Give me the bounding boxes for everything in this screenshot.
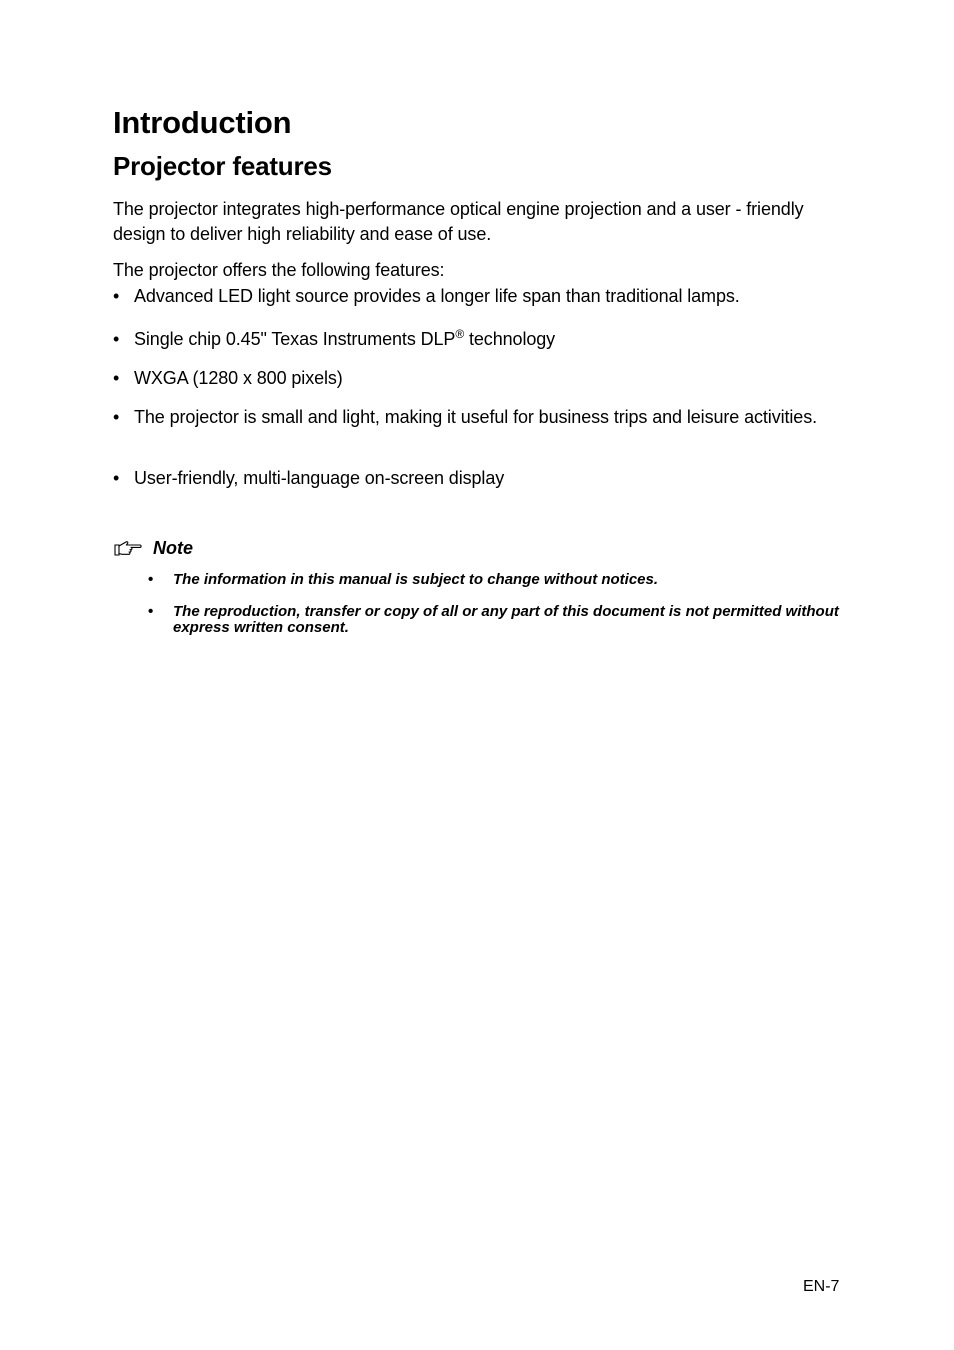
list-item (113, 367, 853, 389)
list-item-text-part: Single chip 0.45" Texas Instruments DLP (134, 329, 456, 349)
list-item (113, 328, 853, 350)
note-header (113, 536, 313, 560)
note-item (148, 572, 848, 588)
list-item-text-part: technology (464, 329, 556, 349)
page-title: Introduction (113, 105, 292, 140)
list-item-text: User-friendly, multi-language on-screen display (134, 468, 505, 488)
bullet-marker: • (113, 329, 120, 349)
bullet-marker: • (113, 407, 120, 427)
list-item (113, 406, 853, 428)
list-item-text: The projector is small and light, making it useful for business trips and leisure activities. (134, 407, 818, 427)
note-item-text: The reproduction, transfer or copy of all or any part of this document is not permitted without express written consent. (173, 603, 839, 636)
bullet-marker: • (148, 571, 154, 588)
intro-paragraph: The projector integrates high-performance optical engine projection and a user - friendly design to deliver high reliability and ease of use. (113, 199, 804, 244)
bullet-marker: • (113, 368, 120, 388)
pointing-hand-icon (113, 539, 143, 557)
bullet-marker: • (148, 603, 154, 620)
list-item-text (134, 328, 853, 350)
list-item (113, 285, 853, 307)
note-item (148, 604, 848, 636)
note-item-text: The information in this manual is subject to change without notices. (173, 571, 659, 588)
bullet-marker: • (113, 286, 120, 306)
registered-mark: ® (455, 327, 465, 341)
note-label: Note (153, 538, 193, 558)
section-title: Projector features (113, 151, 332, 181)
bullet-marker: • (113, 468, 120, 488)
list-item-text: Advanced LED light source provides a longer life span than traditional lamps. (134, 286, 740, 306)
features-lead-in: The projector offers the following features: (113, 260, 445, 280)
page-number: EN-7 (803, 1278, 840, 1295)
list-item (113, 467, 853, 489)
list-item-text: WXGA (1280 x 800 pixels) (134, 368, 343, 388)
